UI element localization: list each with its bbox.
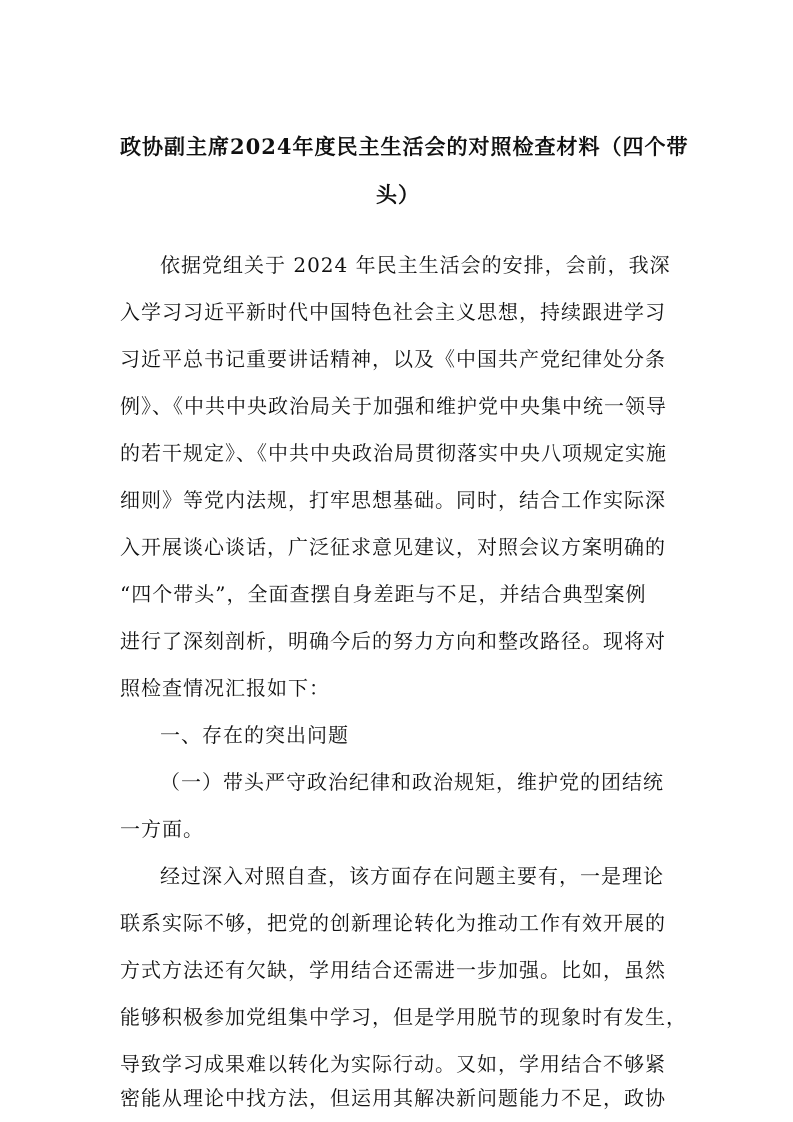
paragraph-line: 方式方法还有欠缺，学用结合还需进一步加强。比如，虽然 xyxy=(120,958,666,982)
section-heading: 一、存在的突出问题 xyxy=(160,723,349,747)
paragraph-line: 入学习习近平新时代中国特色社会主义思想，持续跟进学习 xyxy=(120,300,666,324)
paragraph-line: 导致学习成果难以转化为实际行动。又如，学用结合不够紧 xyxy=(120,1052,666,1076)
paragraph-line: 例》、《中共中央政治局关于加强和维护党中央集中统一领导 xyxy=(120,394,667,418)
paragraph-line: 经过深入对照自查，该方面存在问题主要有，一是理论 xyxy=(160,864,664,888)
subsection-heading-continued: 一方面。 xyxy=(120,817,204,841)
paragraph-line: 依据党组关于 2024 年民主生活会的安排，会前，我深 xyxy=(160,253,671,277)
paragraph-line: 进行了深刻剖析，明确今后的努力方向和整改路径。现将对 xyxy=(120,629,666,653)
paragraph-line: 照检查情况汇报如下： xyxy=(120,676,330,700)
paragraph-line: 能够积极参加党组集中学习，但是学用脱节的现象时有发生， xyxy=(120,1005,687,1029)
paragraph-line: 入开展谈心谈话，广泛征求意见建议，对照会议方案明确的 xyxy=(120,535,666,559)
paragraph-line: “四个带头”，全面查摆自身差距与不足，并结合典型案例 xyxy=(120,582,647,606)
subsection-heading: （一）带头严守政治纪律和政治规矩，维护党的团结统 xyxy=(160,770,664,794)
paragraph-line: 细则》等党内法规，打牢思想基础。同时，结合工作实际深 xyxy=(120,488,666,512)
paragraph-line: 联系实际不够，把党的创新理论转化为推动工作有效开展的 xyxy=(120,911,666,935)
paragraph-line: 习近平总书记重要讲话精神，以及《中国共产党纪律处分条 xyxy=(120,347,666,371)
paragraph-line: 密能从理论中找方法，但运用其解决新问题能力不足，政协 xyxy=(120,1086,666,1110)
paragraph-line: 的若干规定》、《中共中央政治局贯彻落实中央八项规定实施 xyxy=(120,441,667,465)
document-title-line-1: 政协副主席2024年度民主生活会的对照检查材料（四个带 xyxy=(120,134,689,159)
document-title-line-2: 头） xyxy=(376,182,420,207)
